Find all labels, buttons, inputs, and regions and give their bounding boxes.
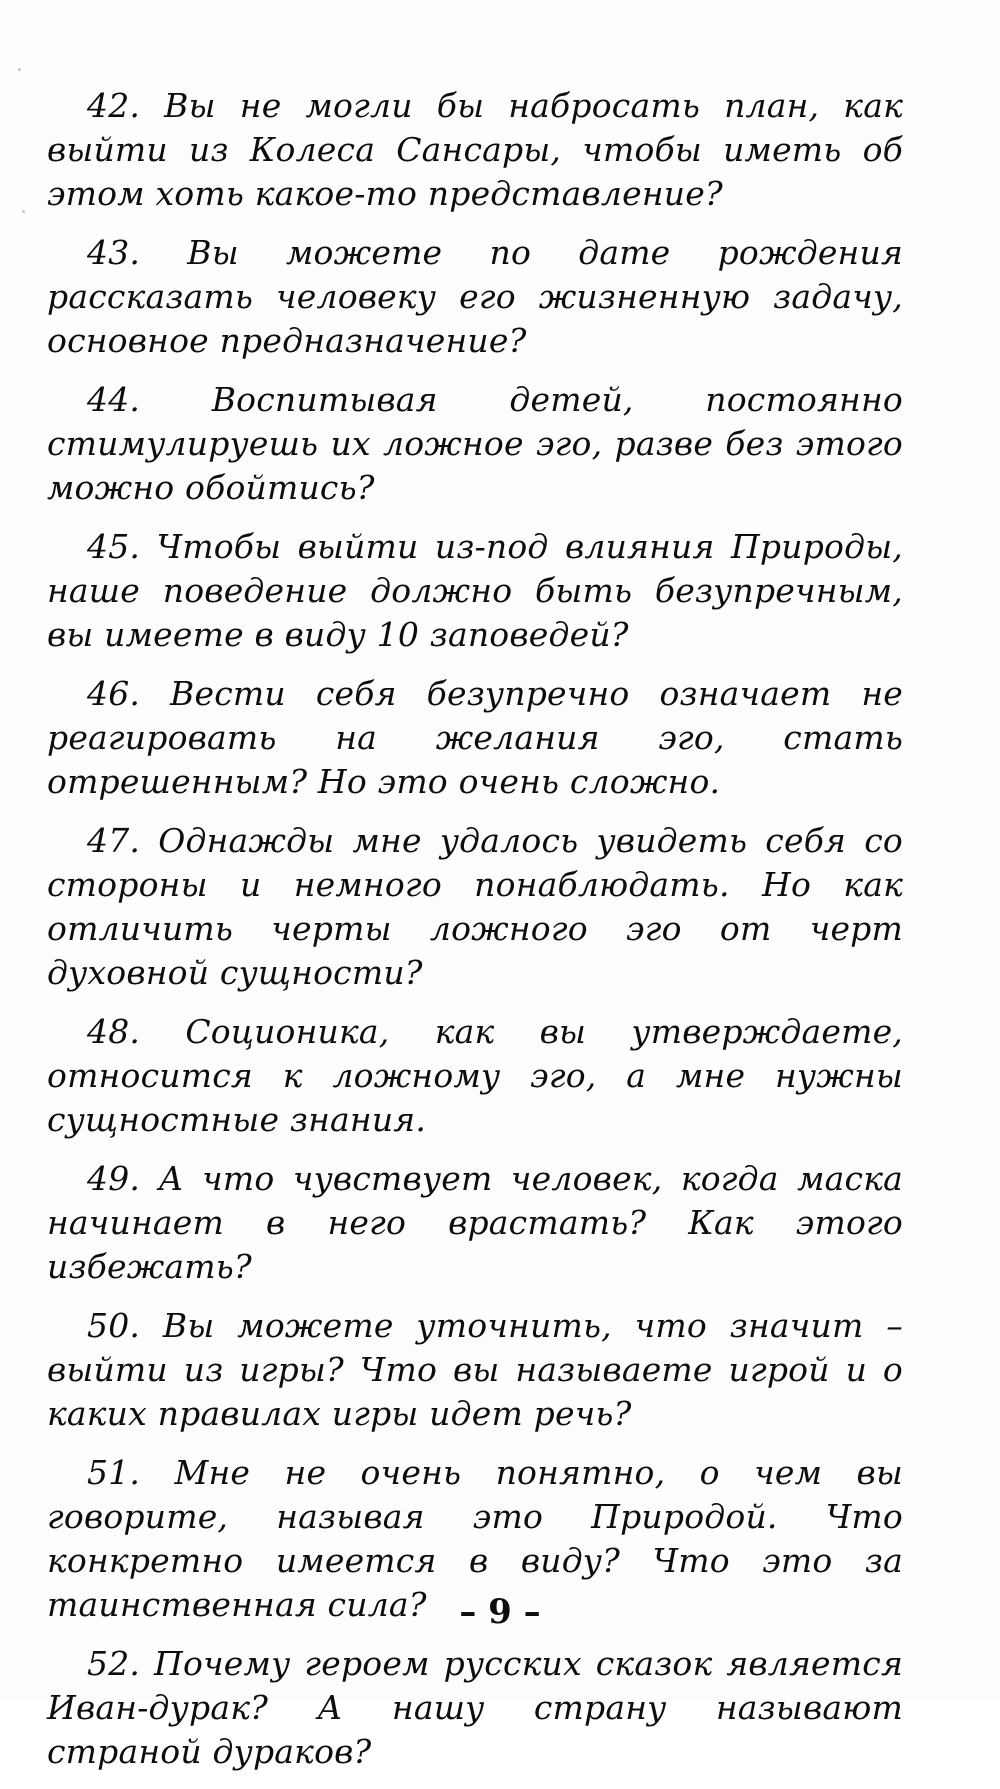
question-50: 50. Вы можете уточнить, что значит – выйти из игры? Что вы называете игрой и о каких правилах игры идет речь? [47, 1306, 903, 1433]
question-49: 49. А что чувствует человек, когда маска начинает в него врастать? Как этого избежать? [47, 1159, 903, 1286]
question-list [47, 84, 903, 1789]
question-51: 51. Мне не очень понятно, о чем вы говорите, называя это Природой. Что конкретно имеется в виду? Что это за таинственная сила? [47, 1453, 903, 1624]
question-47: 47. Однажды мне удалось увидеть себя со стороны и немного понаблюдать. Но как отличить черты ложного эго от черт духовной сущности? [47, 821, 903, 992]
question-46: 46. Вести себя безупречно означает не реагировать на желания эго, стать отрешенным? Но это очень сложно. [47, 674, 903, 801]
question-42: 42. Вы не могли бы набросать план, как выйти из Колеса Сансары, чтобы иметь об этом хоть какое-то представление? [47, 86, 903, 213]
question-48: 48. Соционика, как вы утверждаете, относится к ложному эго, а мне нужны сущностные знания. [47, 1012, 903, 1139]
question-45: 45. Чтобы выйти из-под влияния Природы, наше поведение должно быть безупречным, вы имеете в виду 10 заповедей? [47, 527, 903, 654]
print-speck [18, 68, 21, 71]
question-44: 44. Воспитывая детей, постоянно стимулируешь их ложное эго, разве без этого можно обойтись? [47, 380, 903, 507]
question-43: 43. Вы можете по дате рождения рассказать человеку его жизненную задачу, основное предназначение? [47, 233, 903, 360]
print-speck [22, 210, 25, 213]
question-52: 52. Почему героем русских сказок является Иван-дурак? А нашу страну называют страной дураков? [47, 1644, 903, 1771]
page-number: – 9 – [459, 1592, 541, 1632]
